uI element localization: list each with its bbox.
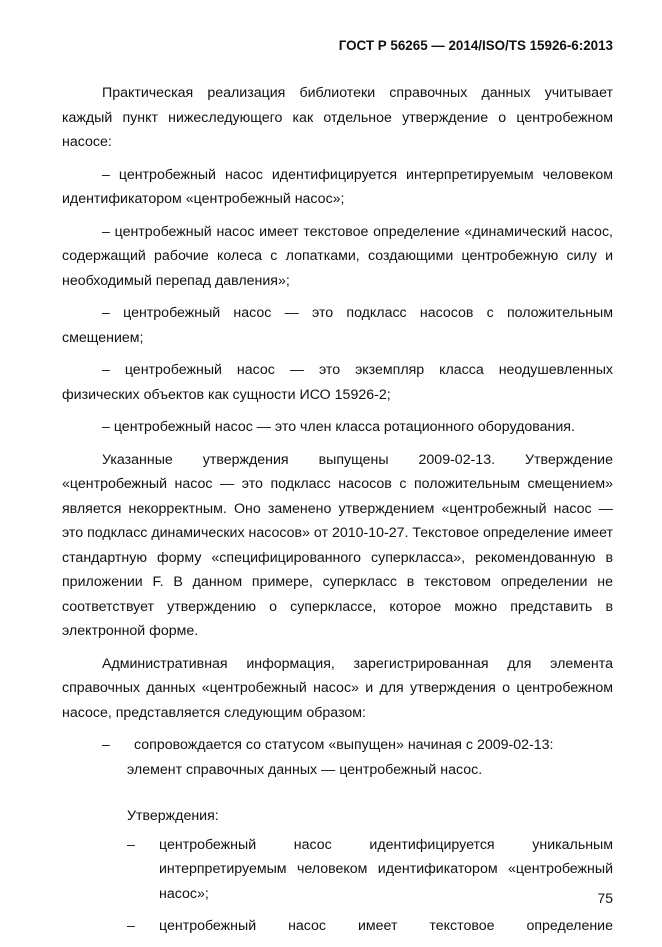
admin-element-line: элемент справочных данных — центробежный насос. <box>127 761 483 778</box>
statement-item <box>62 833 613 907</box>
document-body <box>62 81 613 947</box>
statement-text: центробежный насос идентифицируется уникальным интерпретируемым человеком идентификатором «центробежный насос»; <box>159 836 613 902</box>
list-item: – центробежный насос — это экземпляр класса неодушевленных физических объектов как сущности ИСО 15926-2; <box>62 362 613 403</box>
admin-status-item <box>62 733 613 758</box>
list-item: – центробежный насос идентифицируется интерпретируемым человеком идентификатором «центробежный насос»; <box>62 166 613 207</box>
list-item: – центробежный насос — это член класса ротационного оборудования. <box>102 419 575 435</box>
list-dash: – <box>127 836 135 853</box>
list-dash: – <box>102 737 110 753</box>
admin-info-paragraph: Административная информация, зарегистрированная для элемента справочных данных «центробежный насос» и для утверждения о центробежном насосе, представляется следующим образом: <box>62 655 613 721</box>
page-number: 75 <box>597 890 613 906</box>
list-dash: – <box>127 918 135 934</box>
list-item: – центробежный насос имеет текстовое определение «динамический насос, содержащий рабочие колеса с лопатками, создающими центробежную силу и необходимый перепад давления»; <box>62 223 613 289</box>
statements-paragraph: Указанные утверждения выпущены 2009-02-13. Утверждение «центробежный насос — это подкласс насосов с положительным смещением» является некорректным. Оно заменено утверждением «центробежный насос — это подкласс динамических насосов» от 2010-10-27. Текстовое определение имеет стандартную форму «специфицированного суперкласса», рекомендованную в приложении F. В данном примере, суперкласс в текстовом определении не соответствует утверждению о суперклассе, которое можно представить в электронной форме. <box>62 451 613 639</box>
statements-heading: Утверждения: <box>127 808 219 824</box>
page-header: ГОСТ Р 56265 — 2014/ISO/TS 15926-6:2013 <box>338 38 613 53</box>
intro-paragraph: Практическая реализация библиотеки справочных данных учитывает каждый пункт нижеследующего как отдельное утверждение о центробежном насосе: <box>62 85 613 150</box>
statement-text: центробежный насос имеет текстовое определение <box>159 918 613 934</box>
list-item: – центробежный насос — это подкласс насосов с положительным смещением; <box>62 305 613 346</box>
admin-status-text: сопровождается со статусом «выпущен» начиная с 2009-02-13: <box>134 737 554 753</box>
